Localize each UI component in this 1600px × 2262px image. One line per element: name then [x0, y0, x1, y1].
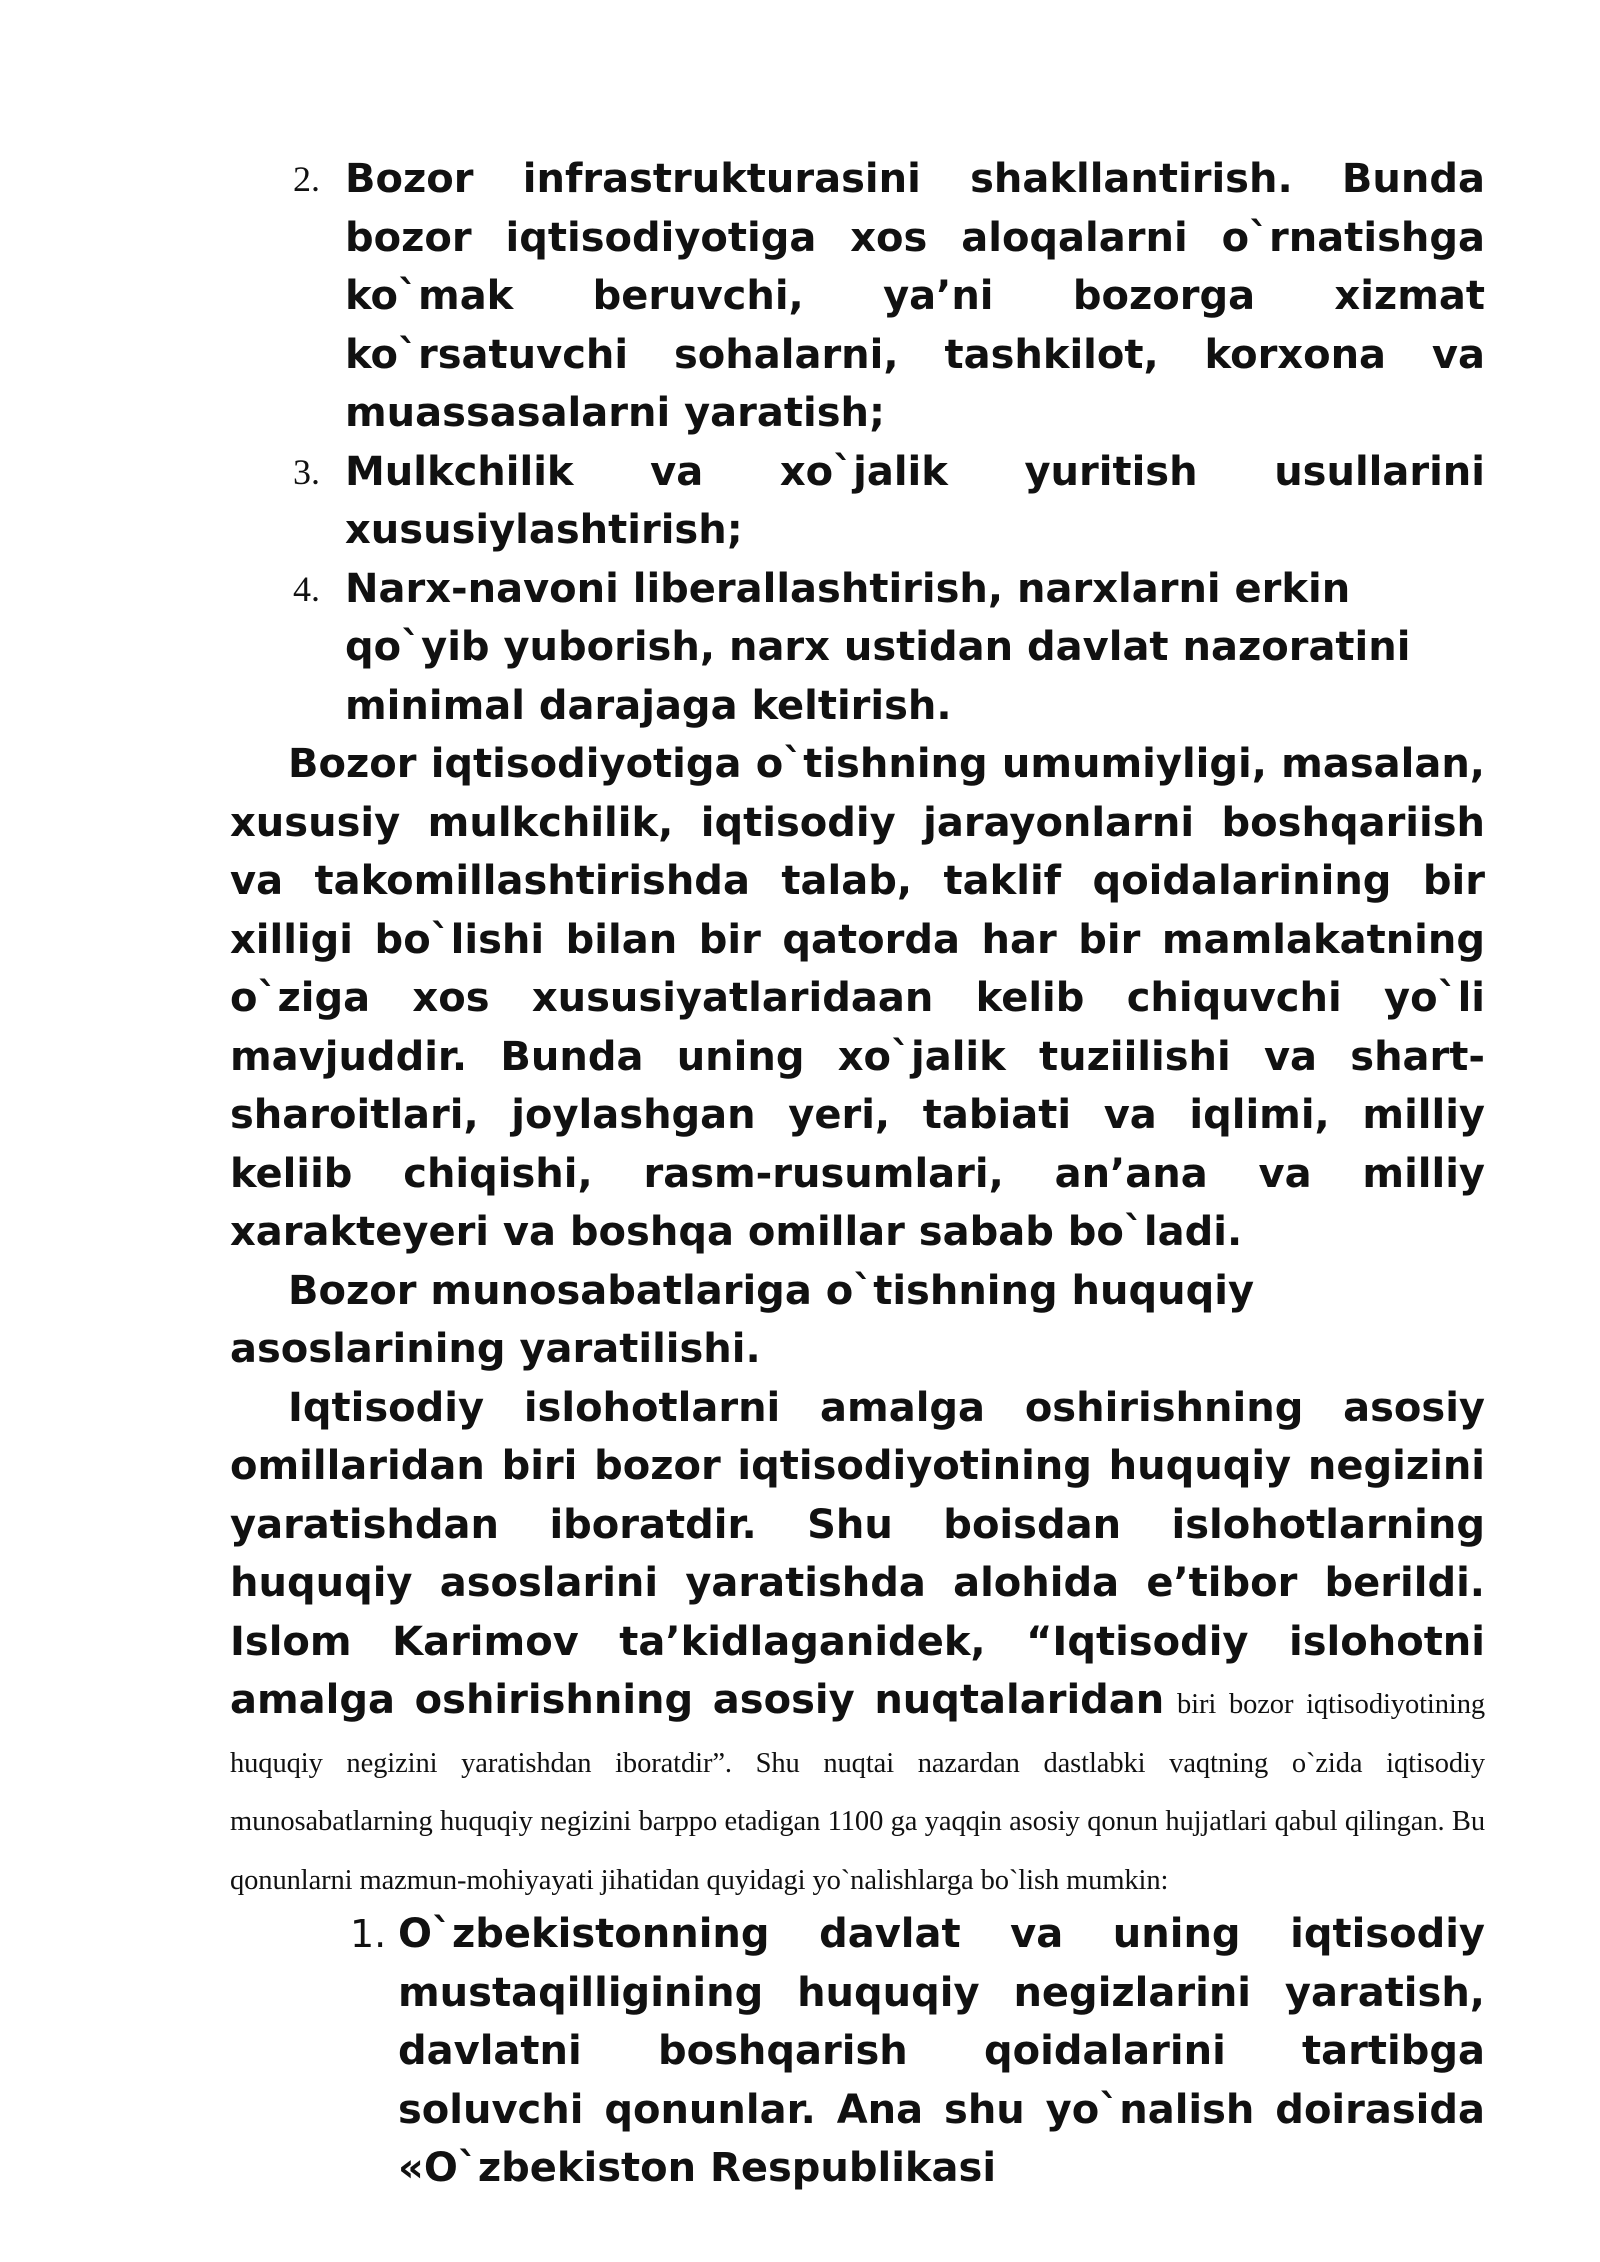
mixed-paragraph-bold: Iqtisodiy islohotlarni amalga oshirishning asosiy omillaridan biri bozor iqtisodiyotining huquqiy negizini yaratishdan iboratdir. Shu boisdan islohotlarning huquqiy asoslarini yaratishda alohida e’tibor berildi. Islom Karimov ta’kidlaganidek, “Iqtisodiy islohotni amalga oshirishning asosiy nuqtalaridan: [230, 1384, 1485, 1723]
list-number: 3.: [293, 451, 320, 492]
numbered-list: [293, 150, 1485, 735]
list-item-text: Mulkchilik va xo`jalik yuritish usullarini xususiylashtirish;: [345, 448, 1485, 553]
document-page: [230, 150, 1485, 2198]
list-item-text: Narx-navoni liberallashtirish, narxlarni erkin qo`yib yuborish, narx ustidan davlat nazoratini minimal darajaga keltirish.: [345, 565, 1411, 729]
mixed-paragraph-serif: biri bozor iqtisodiyotining huquqiy negizini yaratishdan iboratdir”. Shu nuqtai nazardan dastlabki vaqtning o`zida iqtisodiy munosabatlarning huquqiy negizini barppo etadigan 1100 ga yaqqin asosiy qonun hujjatlari qabul qilingan. Bu qonunlarni mazmun-mohiyayati jihatidan quyidagi yo`nalishlarga bo`lish mumkin:: [230, 1689, 1485, 1896]
list-number: 2.: [293, 159, 320, 199]
list-item-text: O`zbekistonning davlat va uning iqtisodiy mustaqilligining huquqiy negizlarini yaratish, davlatni boshqarish qoidalarini tartibga soluvchi qonunlar. Ana shu yo`nalish doirasida «O`zbekiston Respublikasi: [398, 1911, 1485, 2191]
list-item: [295, 1905, 1485, 2198]
numbered-list: [295, 1905, 1485, 2198]
list-item: [293, 150, 1485, 443]
list-number: 4.: [293, 568, 320, 609]
list-item-text: Bozor infrastrukturasini shakllantirish. Bunda bozor iqtisodiyotiga xos aloqalarni o`rnatishga ko`mak beruvchi, ya’ni bozorga xizmat ko`rsatuvchi sohalarni, tashkilot, korxona va muassasalarni yaratish;: [345, 156, 1485, 436]
paragraph: Bozor iqtisodiyotiga o`tishning umumiyligi, masalan, xususiy mulkchilik, iqtisodiy jarayonlarni boshqariish va takomillashtirishda talab, taklif qoidalarining bir xilligi bo`lishi bilan bir qatorda har bir mamlakatning o`ziga xos xususiyatlaridaan kelib chiquvchi yo`li mavjuddir. Bunda uning xo`jalik tuziilishi va shart-sharoitlari, joylashgan yeri, tabiati va iqlimi, milliy keliib chiqishi, rasm-rusumlari, an’ana va milliy xarakteyeri va boshqa omillar sabab bo`ladi.: [230, 741, 1485, 1255]
paragraph: Bozor munosabatlariga o`tishning huquqiy asoslarining yaratilishi.: [230, 1267, 1255, 1372]
list-item: [293, 560, 1485, 736]
list-item: [293, 443, 1485, 560]
list-number: 1.: [350, 1912, 387, 1956]
mixed-paragraph: [230, 1379, 1485, 1906]
